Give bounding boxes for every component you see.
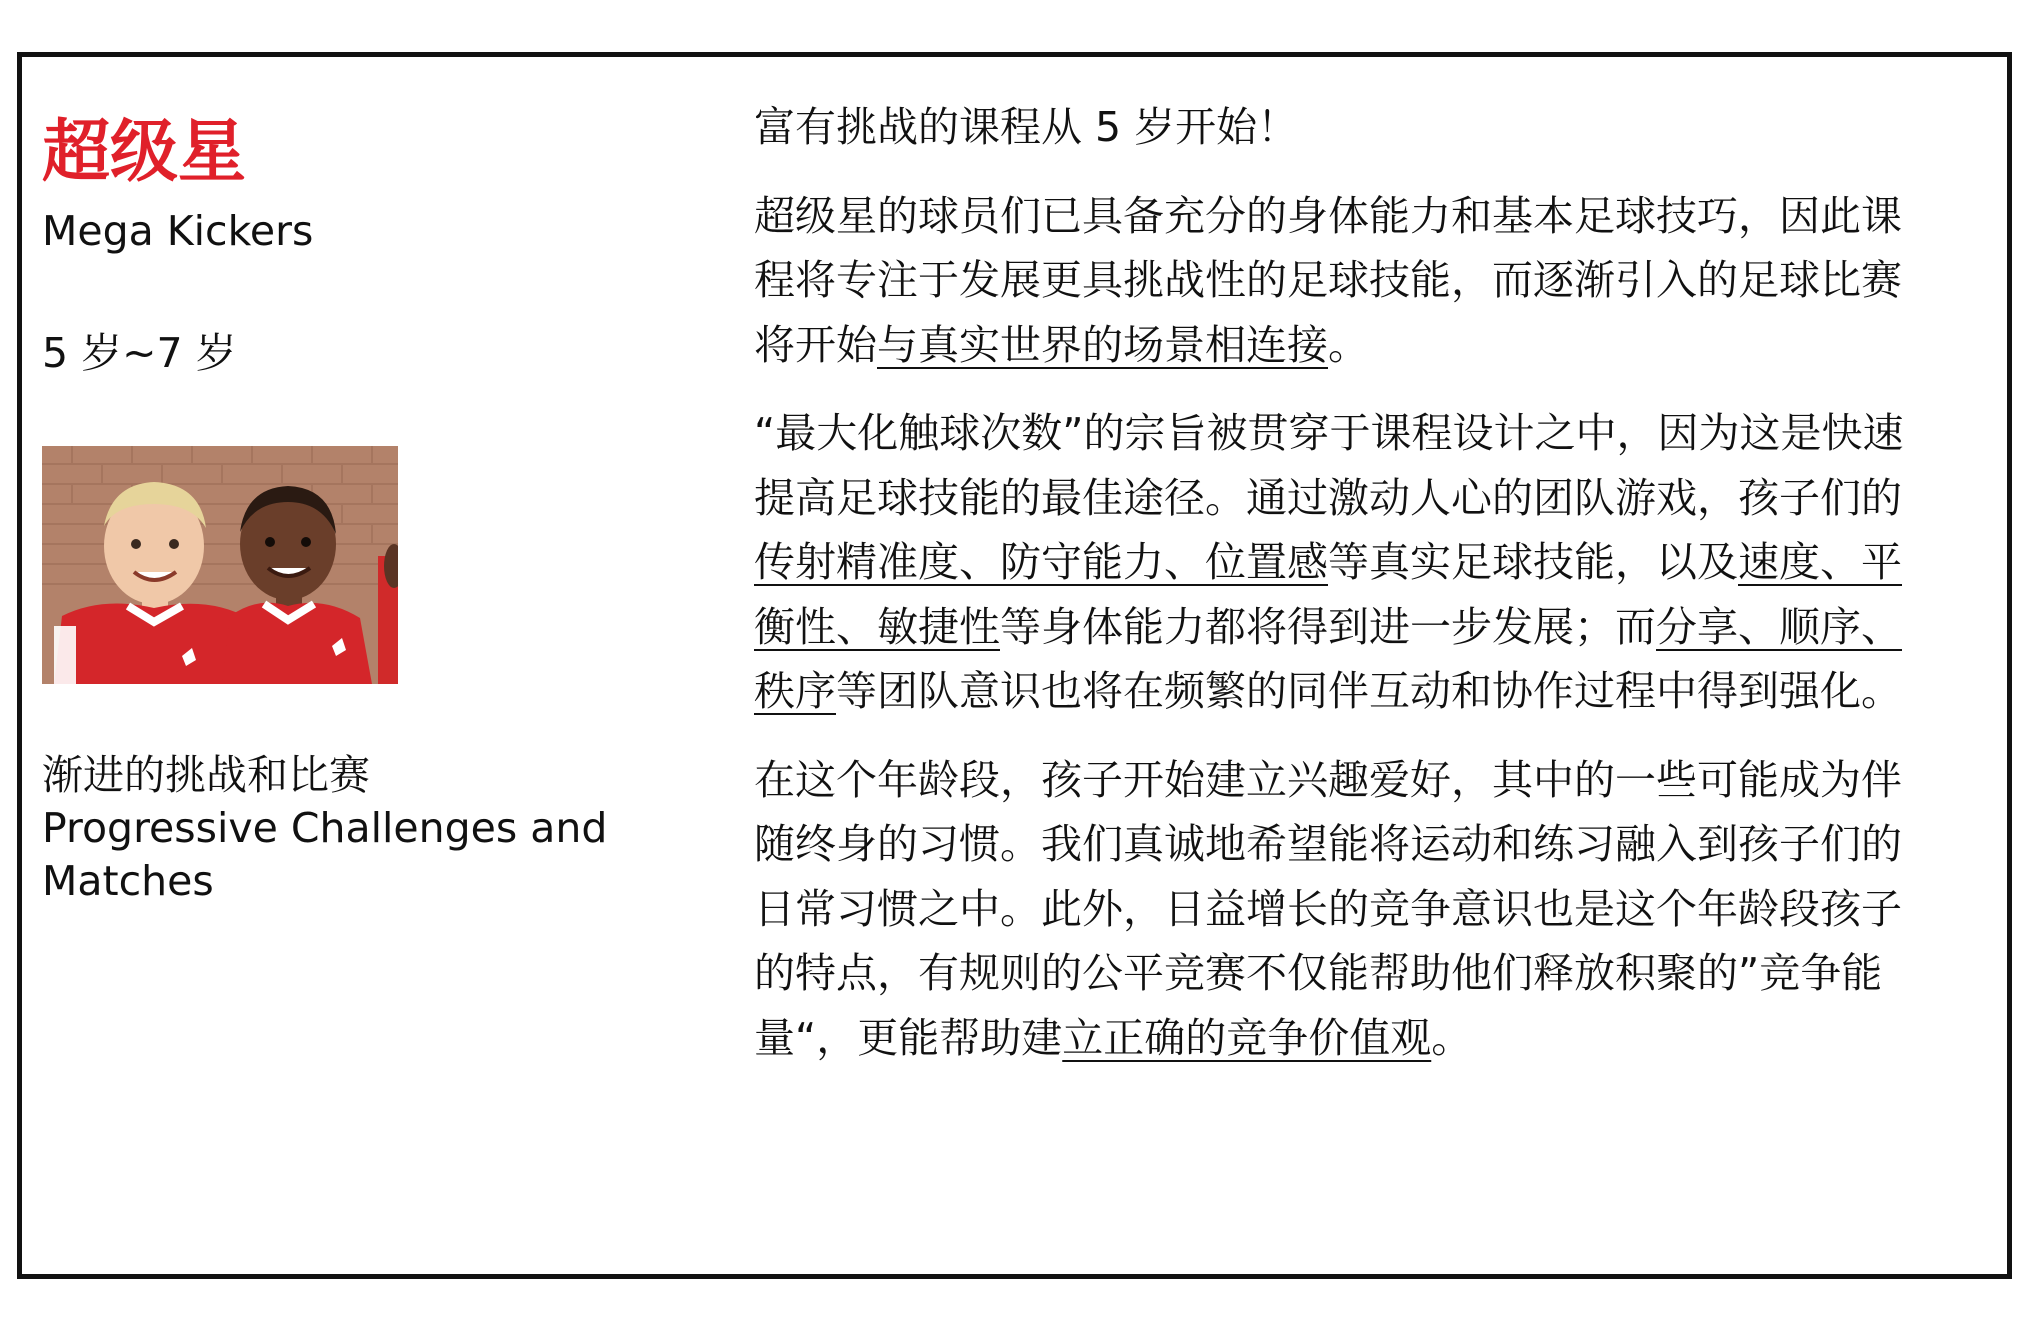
paragraph-2-mid-1: 等真实足球技能，以及 — [1328, 538, 1738, 586]
description-column — [754, 95, 1904, 1094]
left-column — [42, 108, 682, 380]
paragraph-3 — [754, 748, 1904, 1071]
feature-title-zh: 渐进的挑战和比赛 — [42, 751, 370, 799]
paragraph-2-underline-physical: 速度、平衡性、敏捷性 — [754, 538, 1902, 651]
paragraph-2-mid-2: 等身体能力都将得到进一步发展；而 — [1000, 602, 1656, 651]
paragraph-2-underline-team: 分享、顺序、秩序 — [754, 602, 1902, 715]
paragraph-1-underline: 与真实世界的场景相连接 — [877, 320, 1328, 369]
program-title: 超级星 — [42, 113, 247, 192]
two-kids-in-red-football-kits-photo — [42, 446, 398, 684]
paragraph-1-end: 。 — [1328, 320, 1369, 369]
paragraph-2-end: 等团队意识也将在频繁的同伴互动和协作过程中得到强化。 — [836, 667, 1902, 715]
age-range: 5 岁~7 岁 — [42, 329, 237, 377]
paragraph-3-end: 。 — [1431, 1013, 1473, 1062]
feature-block — [42, 749, 682, 908]
paragraph-2 — [754, 401, 1904, 724]
paragraph-3-text: 在这个年龄段，孩子开始建立兴趣爱好，其中的一些可能成为伴随终身的习惯。我们真诚地希望能将运动和练习融入到孩子们的日常习惯之中。此外，日益增长的竞争意识也是这个年龄段孩子的特点，有规则的公平竞赛不仅能帮助他们释放积聚的”竞争能量“，更能帮助建 — [754, 755, 1902, 1062]
intro-line: 富有挑战的课程从 5 岁开始！ — [754, 103, 1299, 151]
program-subtitle: Mega Kickers — [42, 207, 314, 255]
paragraph-1-text: 超级星的球员们已具备充分的身体能力和基本足球技巧，因此课程将专注于发展更具挑战性的足球技能，而逐渐引入的足球比赛将开始 — [754, 191, 1902, 369]
feature-title-en: Progressive Challenges and Matches — [42, 804, 608, 905]
paragraph-3-underline: 立正确的竞争价值观 — [1062, 1013, 1432, 1062]
paragraph-2-underline-skills: 传射精准度、防守能力、位置感 — [754, 538, 1328, 586]
paragraph-1 — [754, 184, 1904, 378]
paragraph-2-text: “最大化触球次数”的宗旨被贯穿于课程设计之中，因为这是快速提高足球技能的最佳途径。通过激动人心的团队游戏，孩子们的 — [754, 409, 1904, 522]
